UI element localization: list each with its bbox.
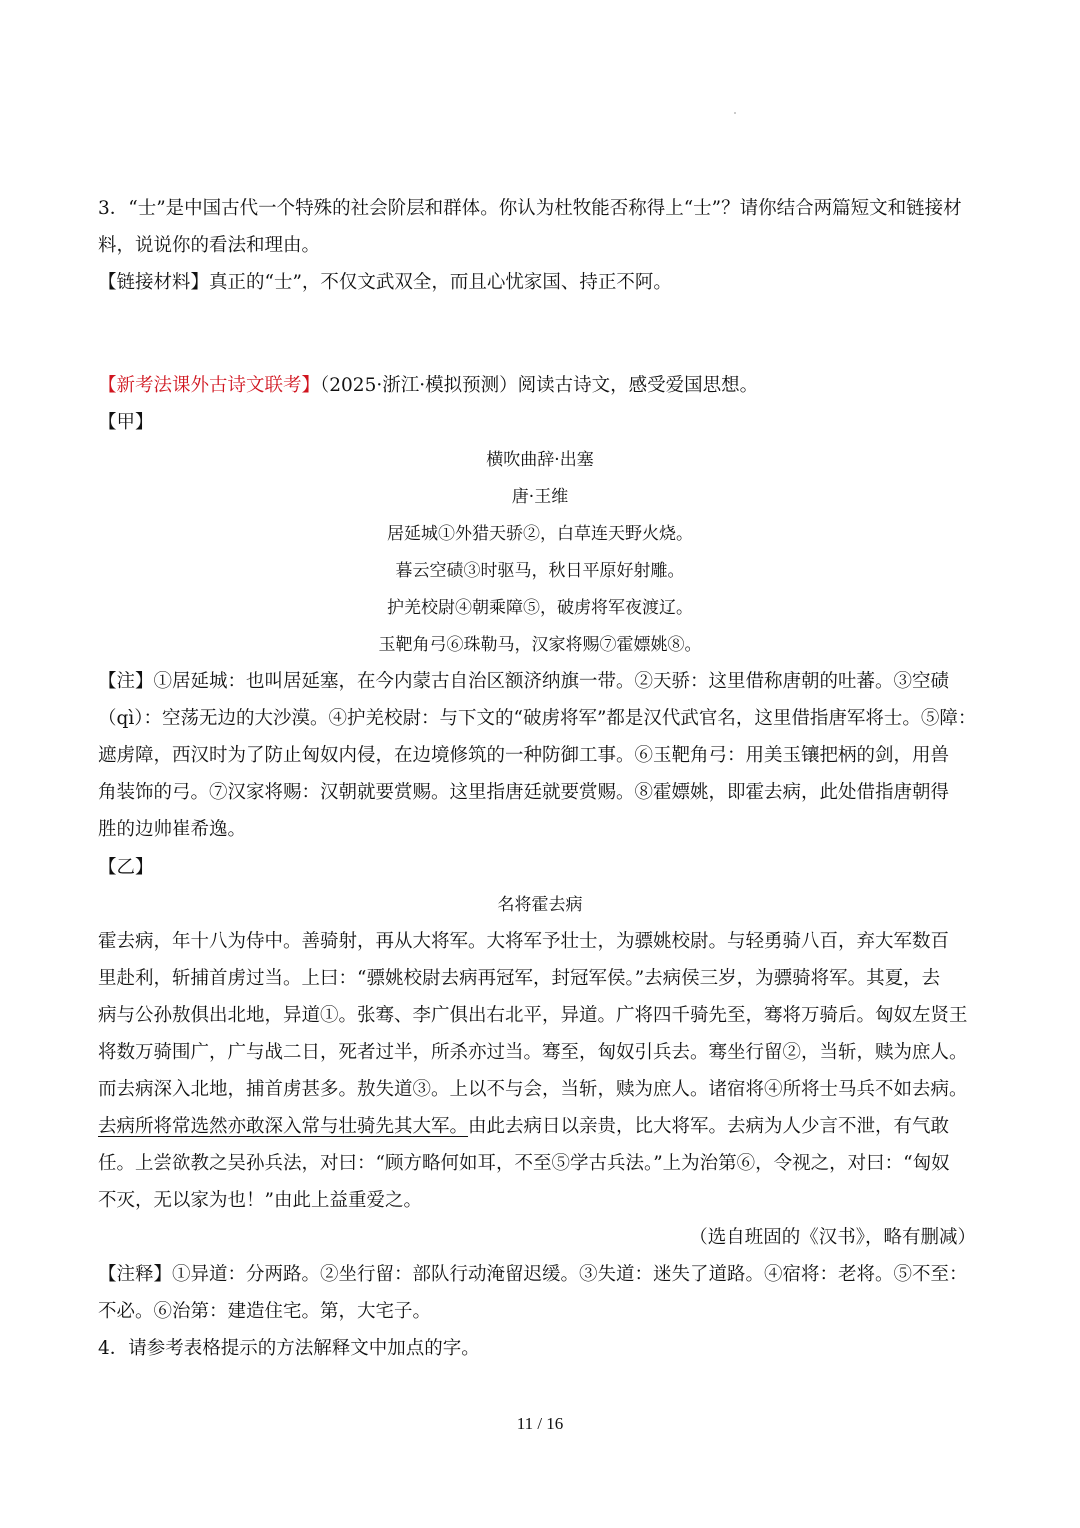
yi-title: 名将霍去病 — [497, 895, 583, 915]
jia-poem-line: 暮云空碛③时驱马，秋日平原好射雕。 — [395, 561, 685, 581]
yi-source: （选自班固的《汉书》，略有删减） — [689, 1227, 976, 1248]
yi-text-line: 里赴利，斩捕首虏过当。上曰：“骠姚校尉去病再冠军，封冠军侯。”去病侯三岁，为骠骑将军。其夏，去 — [98, 968, 941, 989]
q4-text: 4．请参考表格提示的方法解释文中加点的字。 — [98, 1338, 480, 1359]
section-header — [98, 374, 983, 398]
section-text: （2025·浙江·模拟预测）阅读古诗文，感受爱国思想。 — [320, 375, 759, 396]
q3-link — [98, 271, 983, 295]
yi-note-line: 不必。⑥治第：建造住宅。第，大宅子。 — [98, 1301, 432, 1322]
jia-note-line: 角装饰的弓。⑦汉家将赐：汉朝就要赏赐。这里指唐廷就要赏赐。⑧霍嫖姚，即霍去病，此处借指唐朝得 — [98, 782, 950, 803]
yi-text-line: 而去病深入北地，捕首虏甚多。敖失道③。上以不与会，当斩，赎为庶人。诸宿将④所将士马兵不如去病。 — [98, 1079, 968, 1100]
yi-label: 【乙】 — [98, 857, 154, 878]
link-label: 【链接材料】 — [98, 272, 210, 293]
yi-text-line: 不灭，无以家为也！”由此上益重爱之。 — [98, 1190, 422, 1211]
jia-poem-line: 玉靶角弓⑥珠勒马，汉家将赐⑦霍嫖姚⑧。 — [378, 635, 702, 655]
yi-text-line: 病与公孙敖俱出北地，异道①。张骞、李广俱出右北平，异道。广将四千骑先至，骞将万骑后。匈奴左贤王 — [98, 1005, 968, 1026]
jia-note-line: 遮虏障，西汉时为了防止匈奴内侵，在边境修筑的一种防御工事。⑥玉靶角弓：用美玉镶把柄的剑，用兽 — [98, 745, 950, 766]
yi-note-line: 【注释】①异道：分两路。②坐行留：部队行动淹留迟缓。③失道：迷失了道路。④宿将：老将。⑤不至： — [98, 1264, 968, 1285]
jia-note-line: 【注】①居延城：也叫居延塞，在今内蒙古自治区额济纳旗一带。②天骄：这里借称唐朝的吐蕃。③空碛 — [98, 671, 950, 692]
yi-text-line-underlined — [98, 1115, 983, 1139]
scan-speck — [734, 112, 736, 114]
jia-poem-author: 唐·王维 — [511, 487, 569, 507]
q3-line-2: 料，说说你的看法和理由。 — [98, 235, 321, 256]
jia-poem-title: 横吹曲辞·出塞 — [486, 450, 594, 470]
q3-line-1: 3．“士”是中国古代一个特殊的社会阶层和群体。你认为杜牧能否称得上“士”？请你结合两篇短文和链接材 — [98, 198, 962, 219]
page-number: 11 / 16 — [516, 1414, 564, 1433]
after-underline: 由此去病日以亲贵，比大将军。去病为人少言不泄，有气敢 — [468, 1116, 950, 1137]
jia-poem-line: 居延城①外猎天骄②，白草连天野火烧。 — [387, 524, 693, 544]
yi-text-line: 将数万骑围广，广与战二日，死者过半，所杀亦过当。骞至，匈奴引兵去。骞坐行留②，当斩，赎为庶人。 — [98, 1042, 968, 1063]
yi-text-line: 任。上尝欲教之吴孙兵法，对曰：“顾方略何如耳，不至⑤学古兵法。”上为治第⑥，令视之，对曰：“匈奴 — [98, 1153, 950, 1174]
section-tag: 【新考法课外古诗文联考】 — [98, 375, 321, 396]
yi-text-line: 霍去病，年十八为侍中。善骑射，再从大将军。大将军予壮士，为骠姚校尉。与轻勇骑八百，弃大军数百 — [98, 931, 950, 952]
link-text: 真正的“士”，不仅文武双全，而且心忧家国、持正不阿。 — [209, 272, 672, 293]
jia-note-line: （qì）：空荡无边的大沙漠。④护羌校尉：与下文的“破虏将军”都是汉代武官名，这里借指唐军将士。⑤障： — [98, 708, 977, 729]
underlined-sentence: 去病所将常选然亦敢深入常与壮骑先其大军。 — [98, 1116, 469, 1137]
jia-label: 【甲】 — [98, 412, 154, 433]
jia-note-line: 胜的边帅崔希逸。 — [98, 819, 247, 840]
jia-poem-line: 护羌校尉④朝乘障⑤，破虏将军夜渡辽。 — [387, 598, 693, 618]
